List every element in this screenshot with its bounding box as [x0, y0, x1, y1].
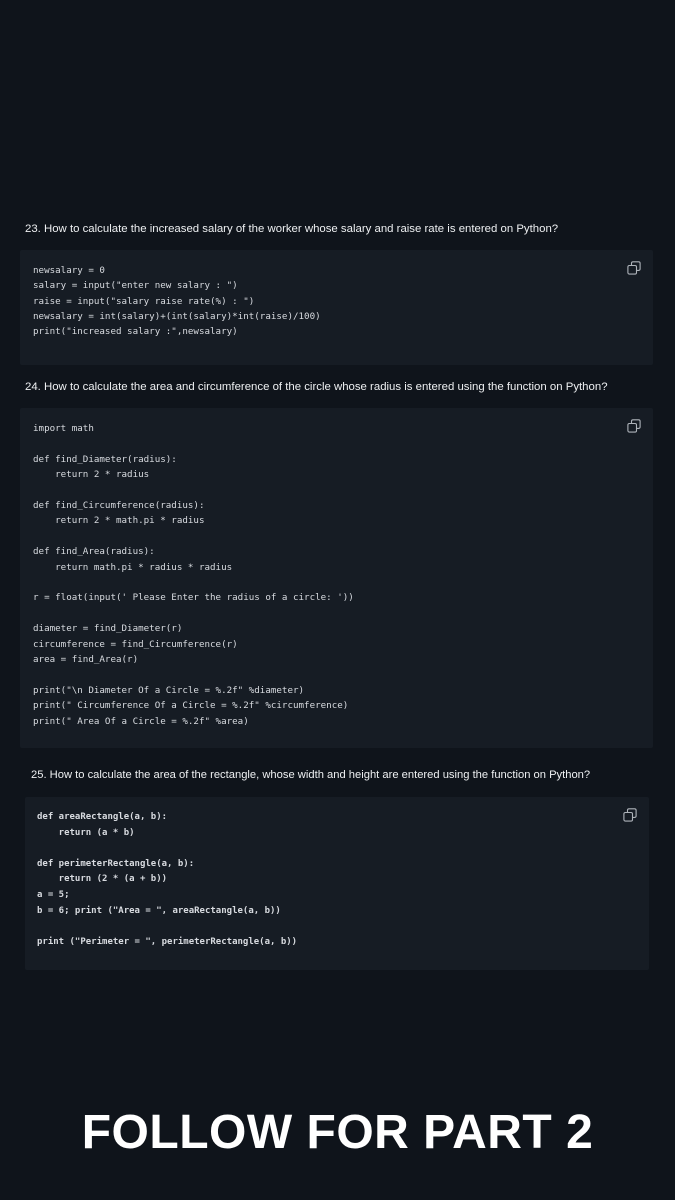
question-25-heading: 25. How to calculate the area of the rectangle, whose width and height are entered using the function on Python? [31, 769, 591, 781]
code-text-23: newsalary = 0 salary = input("enter new salary : ") raise = input("salary raise rate(%) : ") newsalary = int(salary)+(int(salary)*int(raise)/100) print("increased salary :",newsalary) [33, 265, 321, 338]
copy-icon[interactable] [627, 261, 641, 275]
copy-icon[interactable] [623, 808, 637, 822]
copy-icon[interactable] [627, 419, 641, 433]
code-block-23[interactable] [20, 250, 653, 365]
code-block-25[interactable] [25, 797, 649, 970]
code-text-24: import math def find_Diameter(radius): return 2 * radius def find_Circumference(radius): return 2 * math.pi * radius def find_Area(radius): return math.pi * radius * radius r = float(input(' Please Enter the radius of a circle: ')) diameter = find_Diameter(r) circumference = find_Circumference(r) area = find_Area(r) print("\n Diameter Of a Circle = %.2f" %diameter) print(" Circumference Of a Circle = %.2f" %circumference) print(" Area Of a Circle = %.2f" %area) [33, 423, 354, 727]
question-24-heading: 24. How to calculate the area and circumference of the circle whose radius is entered using the function on Python? [25, 381, 608, 393]
code-block-24[interactable] [20, 408, 653, 748]
question-23-heading: 23. How to calculate the increased salary of the worker whose salary and raise rate is entered on Python? [25, 223, 559, 235]
follow-cta-heading: FOLLOW FOR PART 2 [81, 1106, 594, 1159]
code-text-25: def areaRectangle(a, b): return (a * b) def perimeterRectangle(a, b): return (2 * (a + b)) a = 5; b = 6; print ("Area = ", areaRectangle(a, b)) print ("Perimeter = ", perimeterRectangle(a, b)) [37, 812, 298, 947]
